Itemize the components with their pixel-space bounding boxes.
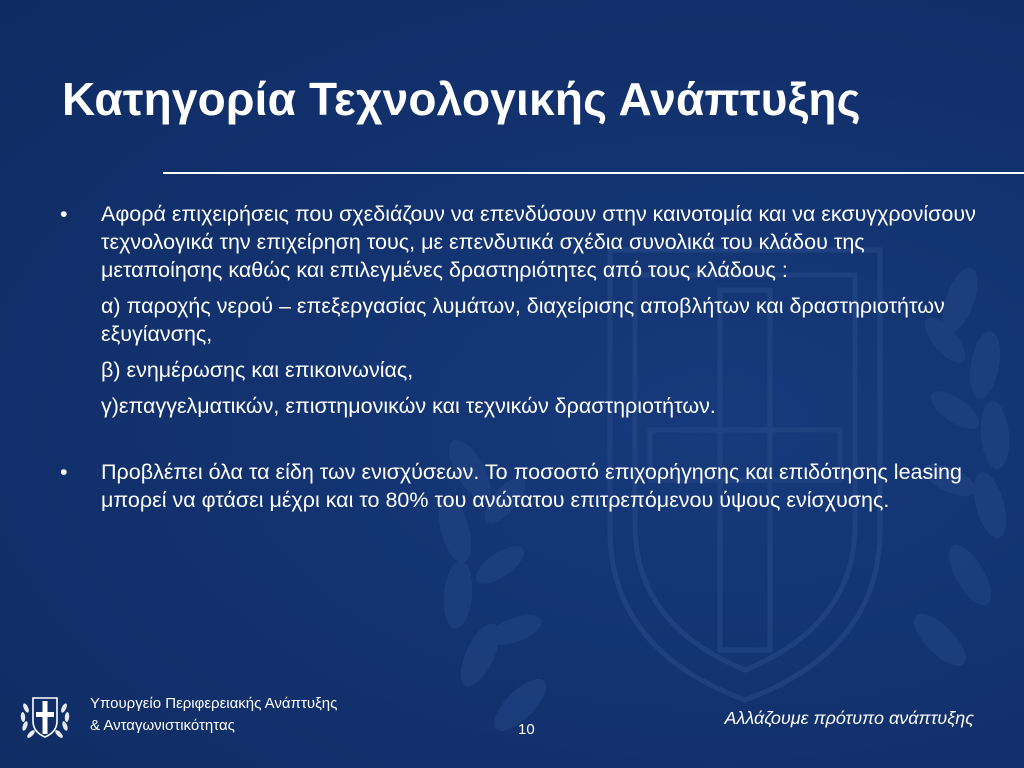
bullet-marker: • [60,460,68,484]
ministry-line-2: & Ανταγωνιστικότητας [90,717,235,734]
bullet-text: Αφορά επιχειρήσεις που σχεδιάζουν να επενδύσουν στην καινοτομία και να εκσυγχρονίσουν τεχνολογικά την επιχείρηση τους, με επενδυτικά σχέδια συνολικά του κλάδου της μεταποίησης καθώς και επιλεγμένες δραστηριότητες από τους κλάδους : [101,202,976,282]
slogan: Αλλάζουμε πρότυπο ανάπτυξης [724,708,974,728]
ministry-line-1: Υπουργείο Περιφερειακής Ανάπτυξης [90,695,338,712]
ministry-name [90,693,337,737]
sub-item: α) παροχής νερού – επεξεργασίας λυμάτων, διαχείρισης αποβλήτων και δραστηριοτήτων εξυγίανσης, [101,294,945,346]
greek-coat-of-arms-icon [14,684,76,746]
sub-item: γ)επαγγελματικών, επιστημονικών και τεχνικών δραστηριοτήτων. [101,394,716,418]
bullet-item [58,200,988,284]
sub-item: β) ενημέρωσης και επικοινωνίας, [101,358,414,382]
bullet-item [58,458,988,514]
slide-title: Κατηγορία Τεχνολογικής Ανάπτυξης [62,73,861,125]
bullet-text: Προβλέπει όλα τα είδη των ενισχύσεων. Το ποσοστό επιχορήγησης και επιδότησης leasing μπορεί να φτάσει μέχρι και το 80% του ανώτατου επιτρεπόμενου ύψους ενίσχυσης. [101,460,962,512]
slide-body [58,200,988,514]
bullet-marker: • [60,202,68,226]
title-divider [163,172,1024,174]
page-number: 10 [518,721,535,738]
spacer [58,420,988,458]
